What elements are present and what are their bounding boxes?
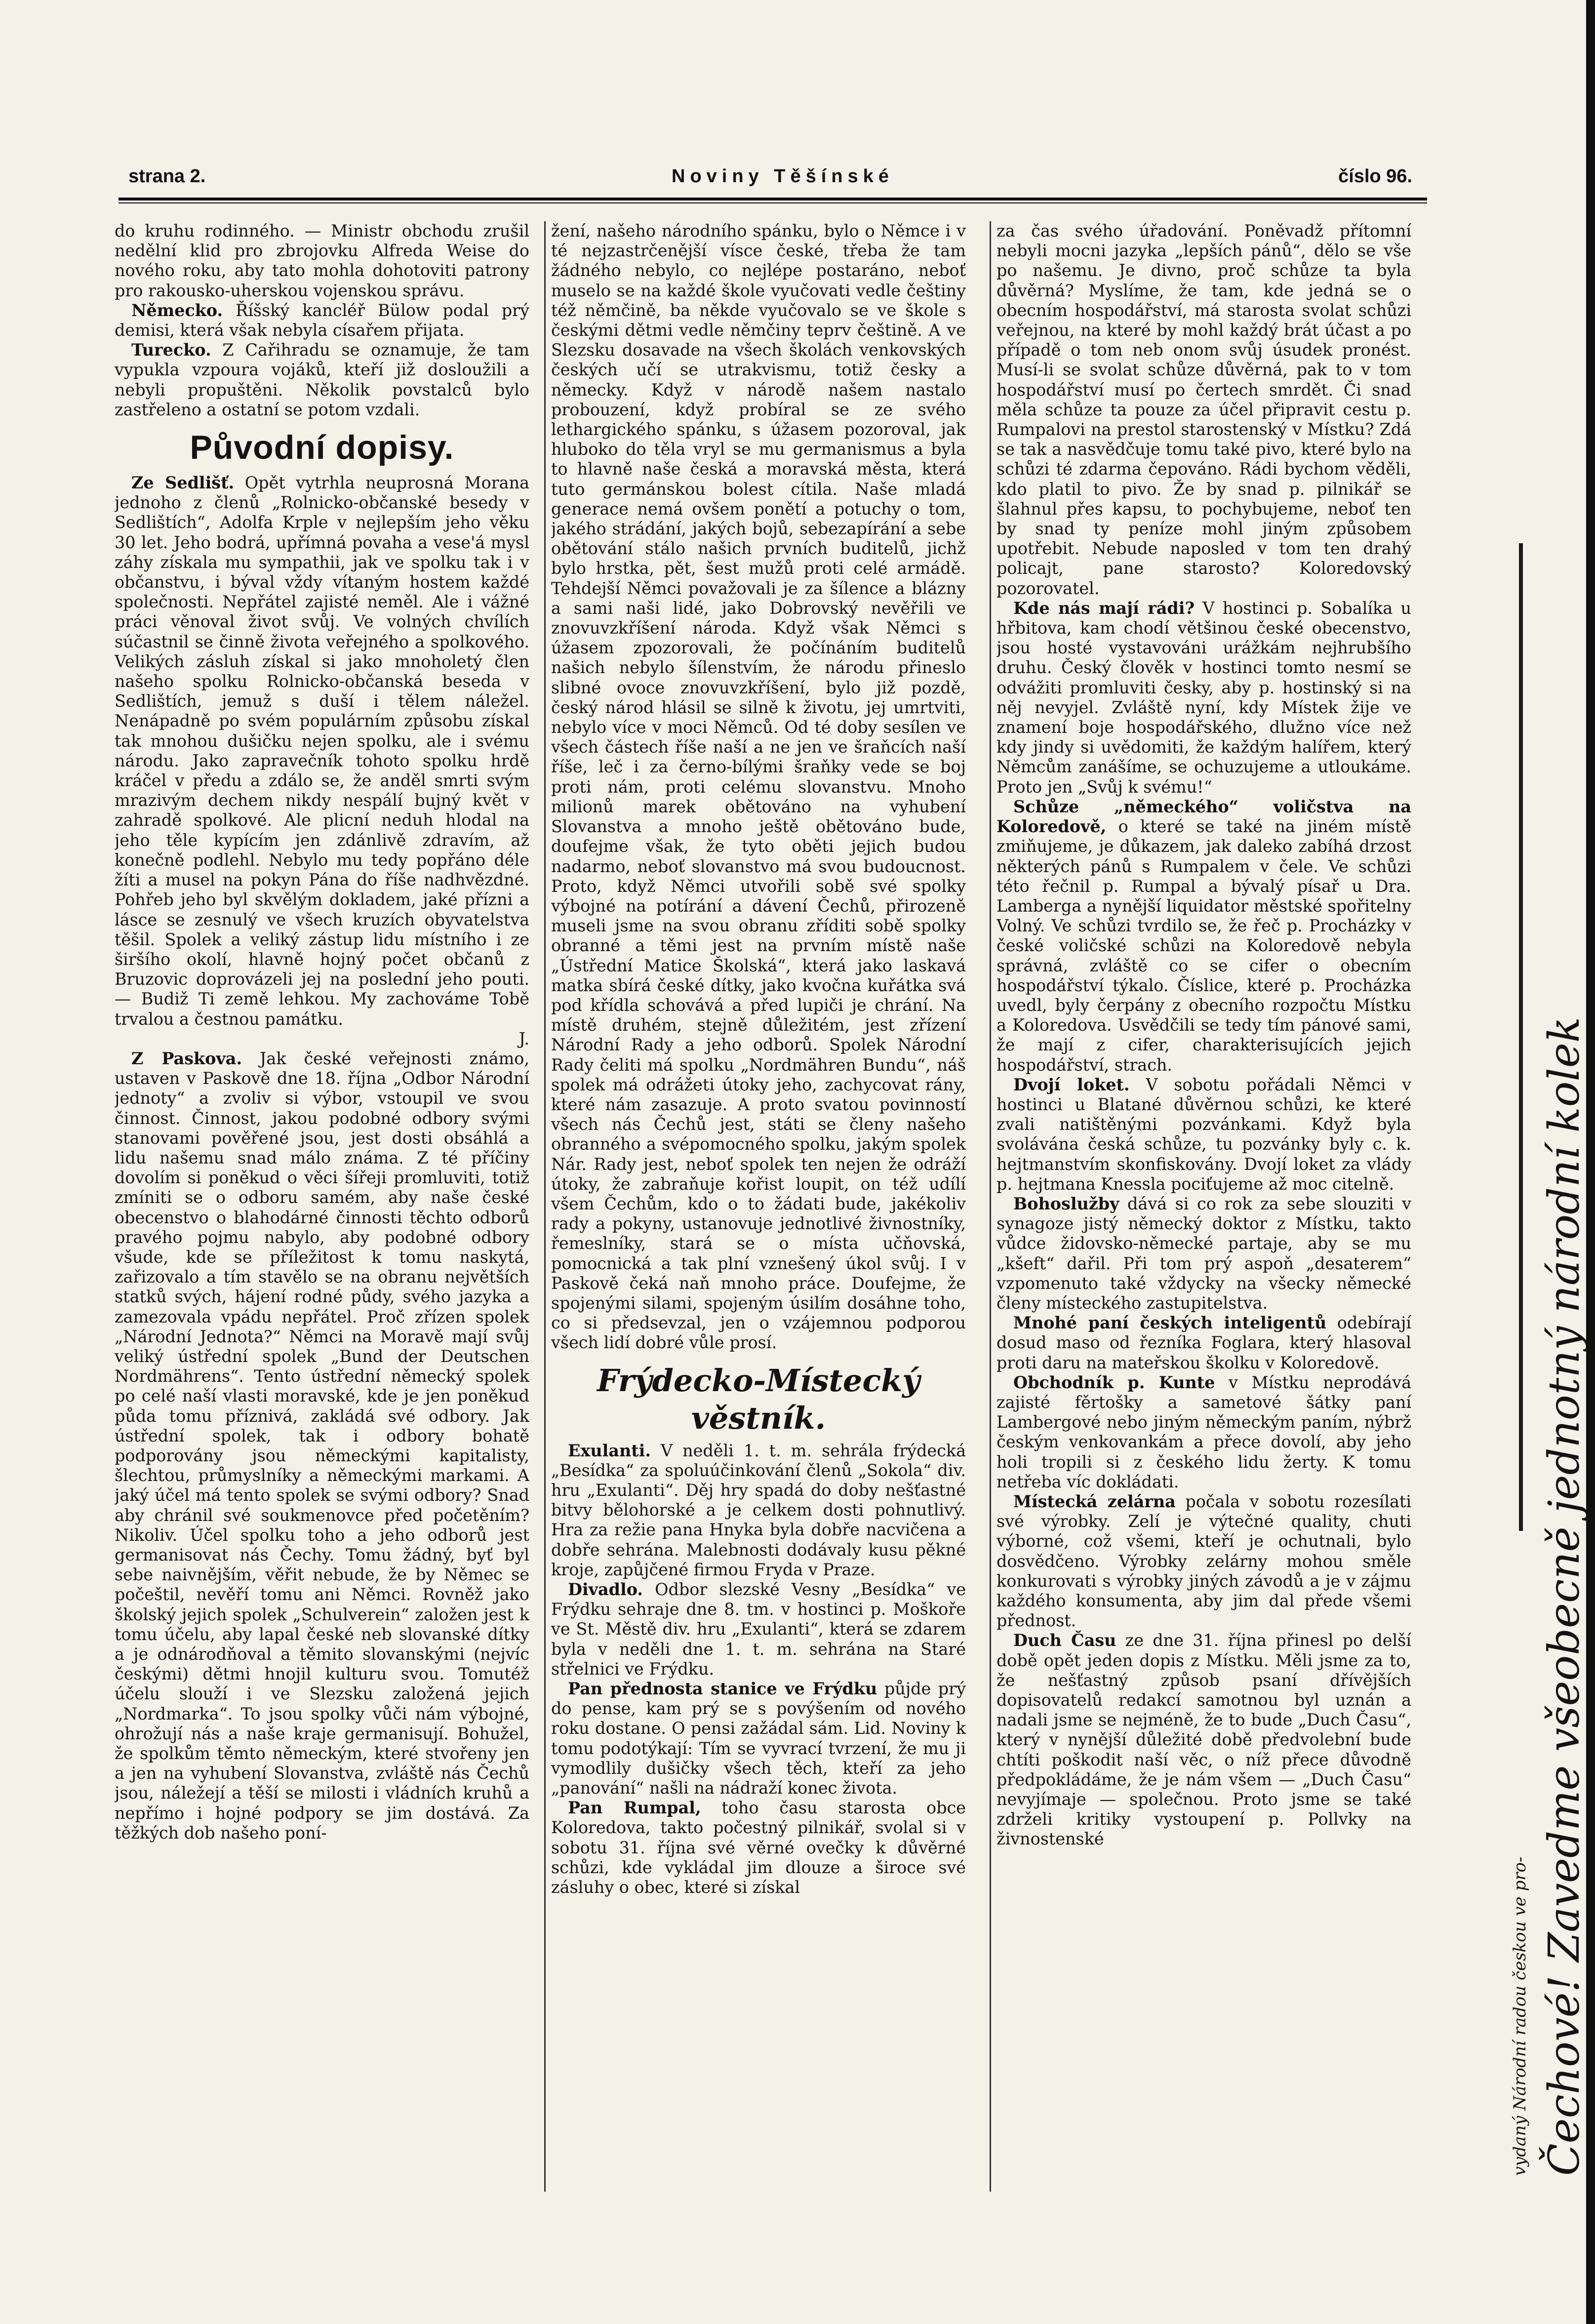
article-paragraph bbox=[115, 473, 529, 1029]
article-text: Jak české veřejnosti známo, ustaven v Paskově dne 18. října „Odbor Národní jednoty“ a zvoliv si výbor, vstoupil ve svou činnost. Činnost, jakou podobné odbory svými stanovami pověřené jsou, jest dosti obsáhlá a lidu našemu snad málo známa. Z té příčiny dovolím si poněkud o věci šířeji promluviti, totiž zmíniti se o odboru samém, aby naše české obecenstvo o blahodárné činnosti těchto odborů pravého pojmu nabylo, aby podobné odbory všude, kde se příležitost k tomu naskytá, zařizovalo a tím stavělo se na obranu největších statků svých, hájení rodné půdy, svého jazyka a zamezovala vpádu nepřátel. Proč zřízen spolek „Národní Jednota?“ Němci na Moravě mají svůj veliký ústřední spolek „Bund der Deutschen Nordmährens“. Tento ústřední německý spolek po celé naší vlasti moravské, kde je jen poněkud půda tomu příznivá, zakládá své odbory. Jak ústřední spolek, tak i odbory bohatě podporovány jsou německými kapitalisty, šlechtou, průmyslníky a německými markami. A jaký účel má tento spolek se svými odbory? Snad aby chránil své soukmenovce před početěním? Nikoliv. Účel spolku toho a jeho odborů jest germanisovat nás Čechy. Tomu žádný, byť byl sebe naivnějším, věřit nebude, že by Němec se počeštil, nevěří tomu ani Němci. Rovněž jako školský jejich spolek „Schulverein“ založen jest k tomu účelu, aby lapal české neb slovanské dítky a je odnárodňoval a těmito slovanskými (nejvíc českými) dětmi hnojil kulturu svou. Tomutéž účelu slouží i ve Slezsku založená jejich „Nordmarka“. To jsou spolky vůči nám výbojné, ohrožují nás a naše kraje germanisují. Bohužel, že spolkům těmto německým, které stvořeny jen a jen na vyhubení Slovanstva, zvláště nás Čechů jsou, náležejí a těší se milosti i vládních kruhů a nepřímo i hojné podpory se jim dostává. Za těžkých dob našeho poní- bbox=[115, 1048, 529, 1843]
article-lead: Schůze „německého“ voličstva na Koloredově, bbox=[997, 797, 1411, 837]
article-paragraph bbox=[997, 599, 1411, 797]
article-text: Odbor slezské Vesny „Besídka“ ve Frýdku sehraje dne 8. tm. v hostinci p. Moškoře ve St. Městě div. hru „Exulanti“, která se zdarem byla v neděli dne 1. t. m. sehrána na Staré střelnici ve Frýdku. bbox=[551, 1580, 966, 1679]
page-number: strana 2. bbox=[128, 166, 206, 187]
article-paragraph bbox=[115, 301, 529, 340]
article-text: do kruhu rodinného. — Ministr obchodu zrušil nedělní klid pro zbrojovku Alfreda Weise do nového roku, aby tato mohla dohotoviti patrony pro rakousko-uherskou vojenskou správu. bbox=[115, 221, 529, 300]
article-paragraph bbox=[551, 1679, 966, 1798]
article-paragraph bbox=[551, 1580, 966, 1679]
article-lead: Ze Sedlišť. bbox=[131, 473, 235, 493]
column-1 bbox=[115, 221, 529, 2192]
article-text: toho času starosta obce Koloredova, takto počestný pilnikář, svolal si v sobotu 31. října své věrné ovečky k důvěrné schůzi, kde vykládal jim dlouze a široce své zásluhy o obec, které si získal bbox=[551, 1798, 966, 1897]
side-advert-small-text: vydaný Národní radou českou ve pro- bbox=[1510, 1856, 1530, 2176]
side-advert-rule bbox=[1519, 543, 1523, 1531]
article-lead: Kde nás mají rádi? bbox=[1013, 598, 1195, 618]
article-lead: Divadlo. bbox=[568, 1580, 643, 1599]
article-lead: Duch Času bbox=[1013, 1631, 1116, 1650]
article-text: dává si co rok za sebe slouziti v synagoze jistý německý doktor z Místku, takto vůdce židovsko-německé partaje, aby se mu „kšeft“ dařil. Při tom prý aspoň „desaterem“ vzpomenuto také vždycky na všecky německé členy místeckého zastupitelstva. bbox=[997, 1194, 1411, 1313]
article-text: V sobotu pořádali Němci v hostinci u Blatané důvěrnou schůzi, ke které zvali natištěnými pozvánkami. Když byla svolávána česká schůze, tu pozvánky byly c. k. hejtmanstvím skonfiskovány. Dvojí loket za vlády p. hejtmana Knessla pociťujeme až moc citelně. bbox=[997, 1075, 1411, 1194]
article-paragraph bbox=[997, 1373, 1411, 1492]
article-paragraph bbox=[551, 1441, 966, 1580]
article-paragraph bbox=[997, 1313, 1411, 1373]
article-text: za čas svého úřadování. Poněvadž přítomní nebyli mocni jazyka „lepších pánů“, dělo se vše po našemu. Je divno, proč schůze ta byla důvěrná? Myslíme, že tam, kde jedná se o obecním hospodářství, má starosta svolat schůzi veřejnou, na které by mohl každý brát účast a po případě o tom neb onom svůj úsudek pronést. Musí-li se svolat schůze důvěrná, pak to v tom hospodářství musí po čertech smrdět. Či snad měla schůze ta pouze za účel připravit cestu p. Rumpalovi na prestol starostenský v Místku? Zdá se tak a nasvědčuje tomu také pivo, které bylo na schůzi té zdarma čepováno. Rádi bychom věděli, kdo platil to pivo. Že by snad p. pilnikář se šlahnul přes kapsu, to pochybujeme, neboť ten by snad ty peníze mohl jiným způsobem upotřebit. Nebude naposled v tom ten drahý policajt, pane starosto? Koloredovský pozorovatel. bbox=[997, 221, 1411, 598]
newspaper-title: Noviny Těšínské bbox=[672, 166, 894, 187]
article-text: Z Cařihradu se oznamuje, že tam vypukla vzpoura vojáků, kteří již dosloužili a nebyli propuštěni. Několik povstalců bylo zastřeleno a ostatní se potom vzdali. bbox=[115, 340, 529, 419]
article-lead: Turecko. bbox=[131, 340, 211, 360]
side-advert-slogan: Čechové! Zavedme všeobecně jednotný národní kolek bbox=[1540, 1017, 1589, 2176]
article-paragraph bbox=[997, 221, 1411, 599]
article-text: půjde prý do pense, kam prý se s povýšením od nového roku dostane. O pensi zažádal sám. Lid. Noviny k tomu podotýkají: Tím se vyvrací tvrzení, že mu ji vymodlily dušičky všech těch, kteří za jeho „panování“ našli na nádraží konec života. bbox=[551, 1679, 966, 1798]
article-lead: Pan Rumpal, bbox=[568, 1798, 701, 1818]
article-text: v Místku neprodává zajisté fěrtošky a sametové šátky paní Lambergové nebo jiným německým paním, nýbrž českým venkovankám a přece dovolí, aby jeho holi tropili si z českého lidu žerty. K tomu netřeba víc dokládati. bbox=[997, 1372, 1411, 1491]
page-header bbox=[128, 166, 1412, 196]
article-text: Opět vytrhla neuprosná Morana jednoho z členů „Rolnicko-občanské besedy v Sedlištích“, Adolfa Krple v nejlepším jeho věku 30 let. Jeho bodrá, upřímná povaha a vese'á mysl záhy získala mu sympathii, jak ve spolku tak i v občanstvu, i býval vždy vítaným hostem každé společnosti. Nepřátel zajisté neměl. Ale i vážné práci věnoval život svůj. Ve volných chvílích súčastnil se činně života veřejného a spolkového. Velikých zásluh získal si jako mnoholetý člen našeho spolku Rolnicko-občanská beseda v Sedlištích, jemuž s duší i tělem náležel. Nenápadně po svém populárním způsobu získal tak mnohou dušičku nejen spolku, ale i svému národu. Jako zapravečník tohoto spolku hrdě kráčel v předu a zdálo se, že anděl smrti svým mrazivým dechem nikdy nespálí bujný květ v zahradě spolkové. Ale plicní neduh hlodal na jeho těle kypícím jen zdánlivě zdravím, až konečně podlehl. Nebylo mu tedy popřáno déle žíti a musel na pokyn Pána do říše nadhvězdné. Pohřeb jeho byl skvělým dokladem, jaké přízni a lásce se zesnulý ve všech kruzích obyvatelstva těšil. Spolek a veliký zástup lidu místního i ze širšího okolí, hlavně hojný počet občanů z Bruzovic doprovázeli jej na poslední jeho pouti. — Budiž Ti země lehkou. My zachováme Tobě trvalou a čestnou památku. bbox=[115, 473, 529, 1029]
article-paragraph bbox=[997, 1631, 1411, 1849]
section-heading: Původní dopisy. bbox=[190, 429, 454, 467]
article-paragraph bbox=[551, 221, 966, 1353]
article-text: V neděli 1. t. m. sehrála frýdecká „Besídka“ za spoluúčinkování členů „Sokola“ div. hru „Exulanti“. Děj hry spadá do doby nešťastné bitvy bělohorské a je celkem dosti pohnutlivý. Hra za režie pana Hnyka byla dobře nacvičena a dobře sehrána. Malebnosti dodávaly kusu pěkné kroje, zapůjčené firmou Fryda v Praze. bbox=[551, 1441, 966, 1579]
article-signature: J. bbox=[518, 1029, 529, 1048]
article-lead: Mnohé paní českých inteligentů bbox=[1013, 1313, 1327, 1333]
header-rule-thin bbox=[119, 202, 1427, 203]
article-lead: Dvojí loket. bbox=[1013, 1075, 1130, 1094]
article-lead: Obchodník p. Kunte bbox=[1013, 1372, 1215, 1392]
article-text: počala v sobotu rozesílati své výrobky. Zelí je výtečné quality, chuti výborné, což všemi, kteří je ochutnali, bylo dosvědčeno. Výrobky zelárny mohou směle konkurovati s výrobky jiných závodů a je v zájmu každého konsumenta, aby jim dal přede všemi přednost. bbox=[997, 1492, 1411, 1631]
article-text: odebírají dosud maso od řezníka Foglara, který hlasoval proti daru na mateřskou školku v Koloredově. bbox=[997, 1313, 1411, 1372]
article-lead: Z Paskova. bbox=[131, 1048, 242, 1068]
article-paragraph bbox=[551, 1798, 966, 1897]
article-paragraph bbox=[115, 340, 529, 420]
article-text: V hostinci p. Sobalíka u hřbitova, kam chodí většinou české obecenstvo, jsou hosté vystavováni urážkám nejhrubšího druhu. Český člověk v hostinci tomto nesmí se odvážiti promluviti česky, aby p. hostinský si na něj nevyjel. Zvláště nyní, kdy Místek žije ve znamení boje hospodářského, dlužno více než kdy jindy si uvědomiti, že každým halířem, který Němcům zanášíme, se ochuzujeme a utloukáme. Proto jen „Svůj k svému!“ bbox=[997, 598, 1411, 797]
issue-number: číslo 96. bbox=[1338, 166, 1412, 187]
article-paragraph bbox=[997, 1194, 1411, 1313]
column-2 bbox=[551, 221, 966, 2192]
column-separator bbox=[990, 221, 991, 2192]
side-advert bbox=[1510, 497, 1590, 2176]
article-text: ze dne 31. října přinesl po delší době opět jeden dopis z Místku. Měli jsme za to, že nešťastný způsob psaní dřívějších dopisovatelů redakcí samotnou byl uznán a nadali jsme se nejméně, že to bude „Duch Času“, který v nynější důležité době předvolební bude chtíti poškodit naší věc, o níž přece důvodně předpokládáme, že je nám všem — „Duch Času“ nevyjímaje — společnou. Proto jsme se také zdrželi kritiky vystoupení p. Pollvky na živnostenské bbox=[997, 1631, 1411, 1849]
article-paragraph bbox=[997, 797, 1411, 1075]
article-text: Říšský kancléř Bülow podal prý demisi, která však nebyla císařem přijata. bbox=[115, 300, 529, 340]
article-lead: Exulanti. bbox=[568, 1441, 651, 1460]
article-paragraph bbox=[997, 1492, 1411, 1631]
article-text: žení, našeho národního spánku, bylo o Němce i v té nejzastrčenější vísce české, třeba že tam žádného nebylo, co nejlépe postaráno, neboť muselo se na každé škole vyučovati vedle češtiny též němčině, ba někde vyučovalo se ve škole s českými dětmi vedle němčiny teprv češtině. A ve Slezsku dosavade na všech školách venkovských českých učí se utrakvismu, totiž česky a německy. Když v národě našem nastalo probouzení, když probíral se ze svého lethargického spánku, s úžasem pozoroval, jak hluboko do těla vryl se mu germanismus a byla to hlavně naše česká a moravská města, která tuto germánskou bolest cítila. Naše mladá generace nemá ovšem ponětí a potuchy o tom, jakého strádání, jakých bojů, sebezapírání a sebe obětování stálo našich prvních buditelů, jichž bylo hrstka, pět, šest mužů proti celé armádě. Tehdejší Němci považovali je za šílence a blázny a sami naši lidé, jako Dobrovský nevěřili ve znovuvzkříšení národa. Když však Němci s úžasem zpozorovali, že počínáním buditelů našich nebylo šílenstvím, že národu přineslo slibné ovoce znovuvzkříšení, bylo již pozdě, český národ hlásil se silně k životu, jej umrtviti, nebylo více v moci Němců. Od té doby sesílen ve všech částech říše naší a ne jen ve šraňcích naší říše, leč i za černo-bílými šraňky vede se boj proti nám, proti celému slovanstvu. Mnoho milionů marek obětováno na vyhubení Slovanstva a mnoho ještě obětováno bude, doufejme však, že tyto oběti jejich budou nadarmo, neboť slovanstvo má svou budoucnost. Proto, když Němci utvořili sobě své spolky výbojné na potírání a dávení Čechů, přirozeně museli jsme na svou obranu zříditi sobě spolky obranné a těmi jest na prvním místě naše „Ústřední Matice Školská“, která jako laskavá matka sbírá české dítky, jako kvočna kuřátka svá pod křídla schovává a před lupiči je chrání. Na místě druhém, stejně důležitém, jest zřízení Národní Rady a jeho odborů. Spolek Národní Rady čeliti má spolku „Nordmähren Bundu“, náš spolek má odrážeti útoky jeho, zachycovat rány, které nám zasazuje. A proto svatou povinností všech nás Čechů jest, státi se členy našeho obranného a svépomocného spolku, jakým spolek Nár. Rady jest, neboť spolek ten nejen že odráží útoky, že zabraňuje kořist loupit, on též udílí všem Čechům, kdo o to žádati bude, jakékoliv rady a pokyny, ustanovuje jednotlivé živnostníky, řemeslníky, stará se o místa učňovská, pomocnická a tak plní vznešený úkol svůj. I v Paskově čeká naň mnoho práce. Doufejme, že spojenými silami, spojeným úsilím dosáhne toho, co si předsevzal, jen o vzájemnou podporou všech lidí dobré vůle prosí. bbox=[551, 221, 966, 1353]
article-lead: Německo. bbox=[131, 300, 223, 320]
article-lead: Bohoslužby bbox=[1013, 1194, 1119, 1213]
article-lead: Místecká zelárna bbox=[1013, 1492, 1176, 1511]
header-rule bbox=[119, 198, 1427, 200]
column-separator bbox=[544, 221, 546, 2192]
article-paragraph bbox=[115, 1049, 529, 1843]
column-3 bbox=[997, 221, 1411, 2192]
article-paragraph bbox=[115, 221, 529, 301]
article-lead: Pan přednosta stanice ve Frýdku bbox=[568, 1679, 877, 1699]
article-text: o které se také na jiném místě zmiňujeme, je důkazem, jak daleko zabíhá drzost některých pánů s Rumpalem v čele. Ve schůzi této řečnil p. Rumpal a bývalý písař u Dra. Lamberga a nynější liquidator městské spořitelny Volný. Ve schůzi tvrdilo se, že řeč p. Procházky v české voličské schůzi na Koloredově nebyla správná, zvláště co se cifer o obecním hospodářství týkalo. Číslice, které p. Procházka uvedl, byly čerpány z obecního rozpočtu Místku a Koloredova. Usvědčili se tedy tím pánové sami, že mají z cifer, charakterisujících jejich hospodářství, strach. bbox=[997, 817, 1411, 1075]
article-paragraph bbox=[997, 1075, 1411, 1194]
section-heading: Frýdecko-Místecký věstník. bbox=[597, 1362, 920, 1436]
